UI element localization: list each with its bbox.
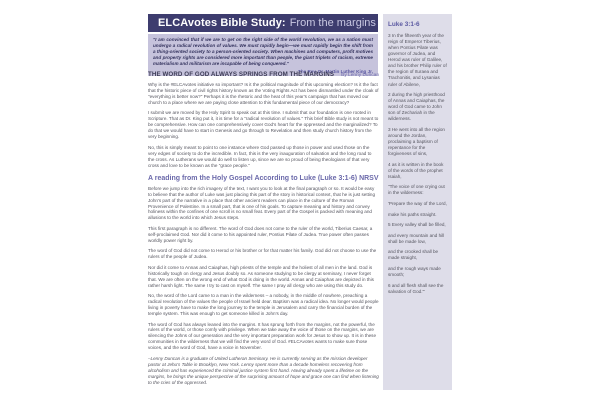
sidebar-verse: 3 He went into all the region around the Jordan, proclaiming a baptism of repentance for the forgiveness of sins, <box>388 126 445 157</box>
article-body <box>148 68 379 390</box>
page-title: ELCAvotes Bible Study: <box>158 17 286 29</box>
author-bio: –Lenny Duncan is a graduate of United Lutheran Seminary. He is currently serving as the mission developer pastor at Jehu's Table in Brooklyn, New York. Lenny spent more than a decade homeless recovering from alcoholism and has experienced the criminal justice system first hand. Having already spent a lifetime on the margins, he brings the unique perspective of the surprising amount of hope and grace one can find when listening to the cries of the oppressed. <box>148 355 379 385</box>
sidebar-verse: 'Prepare the way of the Lord, <box>388 201 447 206</box>
article-heading: THE WORD OF GOD ALWAYS SPRINGS FROM THE MARGINS <box>148 71 335 78</box>
scripture-sidebar <box>383 14 452 390</box>
article-paragraph: Why is the #ELCAvotes initiative so important? Is it the political magnitude of this upcoming election? Is it the fact that the historic piece of civil rights history known as the Voting Rights Act has been dismantled under the cloak of "everything is better now?" Perhaps it is the rhetoric and the heat of this year's campaign that has moved our church to a place where we are paying close attention to this fundamental piece of our democracy? <box>148 82 379 105</box>
article-paragraph: No, the word of the Lord came to a man in the wilderness – a nobody, in the middle of nowhere, preaching a radical revolution of the values the people of Israel held dear. Baptism was a radical idea. No longer would people living in poverty have to make the long journey to the temple in Jerusalem and carry the financial burden of the temple system. This was enough to get someone killed in John's day. <box>148 293 379 317</box>
article-paragraph: Before we jump into the rich imagery of the text, I want you to look at the final paragraph or so. It would be easy to believe that the author of Luke was just placing this part of the story in historical context, that he is just setting John's part of the narrative in a place that other ancient readers can place in the culture of the Roman Provenience of Palestine. In a small part, that is one of his goals. To capture meaning and history and convey holiness within the confines of one scroll is no small feat. Every part of the Gospel is packed with meaning and allusions to the world into which Jesus steps. <box>148 185 376 221</box>
sidebar-verse: 6 and all flesh shall see the salvation of God.'" <box>388 282 444 294</box>
sidebar-verse: "The voice of one crying out in the wilderness: <box>388 184 445 196</box>
page-title-bar <box>148 14 378 32</box>
article-paragraph: Nor did it come to Annas and Caiaphas, high priests of the temple and the holiest of all men in the land. God is historically tough on clergy and Jesus doubly so. As someone studying to be clergy at seminary, I never forget that. We are often on the wrong end of what God is doing in the world. Annas and Caiaphas are depicted in this rather harsh light. The same I try to cast on myself. The same I pray all clergy who are using this study do. <box>148 264 374 288</box>
quote-text: "I am convinced that if we are to get on the right side of the world revolution, we as a nation must undergo a radical revolution of values. We must rapidly begin—we must rapidly begin the shift from a thing-oriented society to a person-oriented society. When machines and computers, profit motives and property rights are considered more important than people, the giant triplets of racism, extreme materialism and militarism are incapable of being conquered." <box>153 37 373 67</box>
article-byline: By Lenny Duncan <box>341 73 379 78</box>
article-paragraph: I submit we are moved by the Holy Spirit to speak out at this time. I submit that our foundation is one rooted in Scripture. That as Dr. King put it, it is time for a "radical revolution of values." This brief Bible study is not meant to be comprehensive. How can one comprehensively cover God's heart for the oppressed and the marginalized? To do that we would have to start in Genesis and go through to Revelation and then study church history from the very beginning. <box>148 110 379 140</box>
article-paragraph: No, this is simply meant to point to one instance where God passed up those in power and used those on the very edges of society to do the incredible. In fact, this is the very inauguration of salvation and the long road to the cross. As Lutherans we would do well to listen up, since we are so proud of being theologians of that very cross and love to be known as the "grace people." <box>148 144 372 168</box>
article-paragraph: This first paragraph is no different. The word of God does not come to the ruler of the world, Tiberius Caesar, a self-proclaimed God. Nor did it come to his appointed ruler, Pontius Pilate of Judea. True power often passes worldly power right by. <box>148 225 373 243</box>
sidebar-title: Luke 3:1-6 <box>388 21 420 28</box>
sidebar-verse: 5 Every valley shall be filled, <box>388 222 446 228</box>
sidebar-verse: and the crooked shall be made straight, <box>388 249 439 261</box>
sidebar-verse: and the rough ways made smooth; <box>388 265 441 277</box>
mlk-quote-box <box>148 34 378 76</box>
article-paragraph: The word of God has always leaned into the margins. It has sprung forth from the margins, not the powerful, the rulers of the world, or those comfy with privilege. When we take away the voice of those on the margins, we are silencing the Johns of our generation and the very important preparation work for Jesus to show up. It is in these communities in the wilderness that we will find the very word of God. #ELCAvotes wants to make sure those voices, and the word of God, have a voice in November. <box>148 321 377 351</box>
article-heading-row <box>148 68 379 78</box>
sidebar-verse: 3 In the fifteenth year of the reign of Emperor Tiberius, when Pontius Pilate was governor of Judea, and Herod was ruler of Galilee, and his brother Philip ruler of the region of Ituraea and Trachonitis, and Lysanias ruler of Abilene, <box>388 33 447 87</box>
sidebar-verse: 4 as it is written in the book of the words of the prophet Isaiah, <box>388 161 444 179</box>
sidebar-verse: make his paths straight. <box>388 211 437 217</box>
sidebar-verse: and every mountain and hill shall be made low, <box>388 232 445 244</box>
article-subheading: A reading from the Holy Gospel According to Luke (Luke 3:1-6) NRSV <box>148 174 379 182</box>
page-subtitle: From the margins <box>289 17 376 29</box>
article-paragraph: The word of God did not come to Herod or his brother or for that matter his family. God did not choose to use the rulers of the people of Judea. <box>148 248 377 260</box>
sidebar-verse: 2 during the high priesthood of Annas and Caiaphas, the word of God came to John son of Zechariah in the wilderness. <box>388 92 445 122</box>
quote-attribution: The Rev. Dr. Martin Luther King Jr. <box>298 68 373 74</box>
